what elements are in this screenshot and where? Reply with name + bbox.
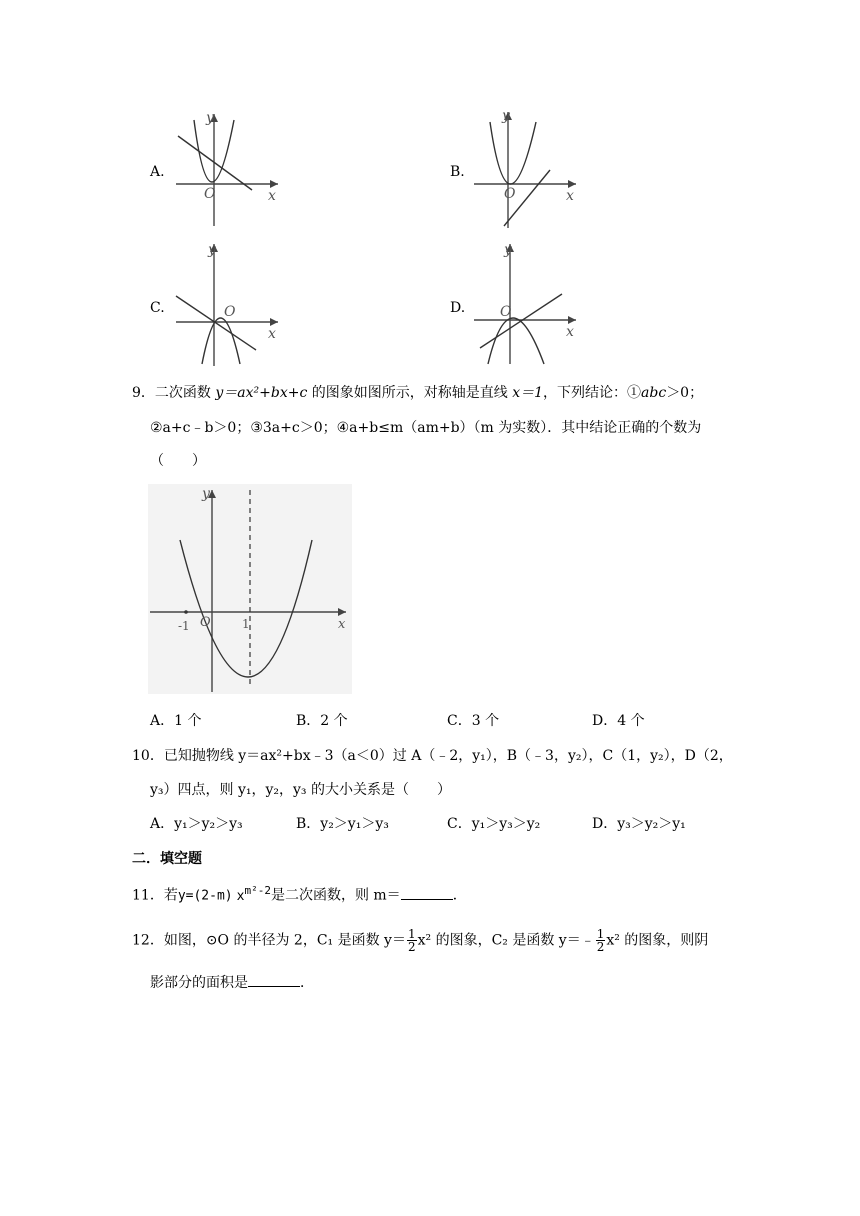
fraction-one-half: $\frac{1}{2}$ xyxy=(596,927,605,954)
q12-line-2: 影部分的面积是 ． xyxy=(150,975,314,991)
origin-label: O xyxy=(204,186,216,202)
axis-x-label: x xyxy=(268,326,276,342)
axis-x-label: x xyxy=(566,188,574,204)
section-heading: 二．填空题 xyxy=(132,851,202,867)
option-a-label: A. xyxy=(150,164,165,180)
axis-y-label: y xyxy=(504,242,512,258)
axis-y-label: y xyxy=(206,110,214,126)
option-d-label: D. xyxy=(450,300,466,316)
axis-y-label: y xyxy=(208,242,216,258)
q9-line-3: （ ） xyxy=(150,453,206,469)
q12-answer-blank xyxy=(248,974,300,987)
origin-label: O xyxy=(504,186,516,202)
tick-neg1: -1 xyxy=(178,619,190,633)
q9-option-a: A．1 个 xyxy=(150,713,202,729)
axis-y-label: y xyxy=(502,108,510,124)
q10-line-1: 10．已知抛物线 y＝ax²+bx﹣3（a＜0）过 A（﹣2，y₁），B（﹣3，y₂），C（1，y₂），D（2， xyxy=(132,748,733,764)
axis-y-label: y xyxy=(202,486,210,502)
origin-label: O xyxy=(224,304,236,320)
q11-line: 11．若y=(2-m) $x^{m^2-2}$是二次函数，则 m＝ ． xyxy=(132,884,467,904)
q11-equation: y=(2-m) xyxy=(177,888,233,904)
axis-x-label: x xyxy=(268,188,276,204)
q9-graph xyxy=(148,484,352,694)
q10-option-c: C．y₁＞y₃＞y₂ xyxy=(447,816,541,832)
q10-option-d: D．y₃＞y₂＞y₁ xyxy=(592,816,686,832)
q9-option-c: C．3 个 xyxy=(447,713,500,729)
option-a-graph xyxy=(172,110,284,228)
q12-line-1: 12．如图，⊙O 的半径为 2，C₁ 是函数 y＝ $\frac{1}{2}$ x² 的图象，C₂ 是函数 y＝﹣ $\frac{1}{2}$ x² 的图象，则阴 xyxy=(132,927,709,954)
q9-line-1: 9．二次函数 y＝ax²+bx+c 的图象如图所示，对称轴是直线 x＝1，下列结论：①abc＞0； xyxy=(132,385,704,401)
q11-answer-blank xyxy=(401,887,453,900)
origin-label: O xyxy=(500,304,512,320)
option-d-graph xyxy=(470,240,582,368)
axis-x-label: x xyxy=(566,324,574,340)
q9-option-d: D．4 个 xyxy=(592,713,645,729)
q10-line-2: y₃）四点，则 y₁，y₂，y₃ 的大小关系是（ ） xyxy=(150,782,451,798)
axis-x-label: x xyxy=(338,617,346,632)
q10-option-a: A．y₁＞y₂＞y₃ xyxy=(150,816,243,832)
origin-label: O xyxy=(200,615,211,630)
q9-line-2: ②a+c﹣b＞0；③3a+c＞0；④a+b≤m（am+b）（m 为实数）．其中结论正确的个数为 xyxy=(150,420,702,436)
option-b-graph xyxy=(470,108,582,230)
q10-option-b: B．y₂＞y₁＞y₃ xyxy=(296,816,389,832)
option-c-graph xyxy=(172,240,284,368)
option-b-label: B. xyxy=(450,164,465,180)
fraction-one-half: $\frac{1}{2}$ xyxy=(407,927,416,954)
q9-option-b: B．2 个 xyxy=(296,713,348,729)
tick-1: 1 xyxy=(242,617,250,631)
option-c-label: C. xyxy=(150,300,165,316)
